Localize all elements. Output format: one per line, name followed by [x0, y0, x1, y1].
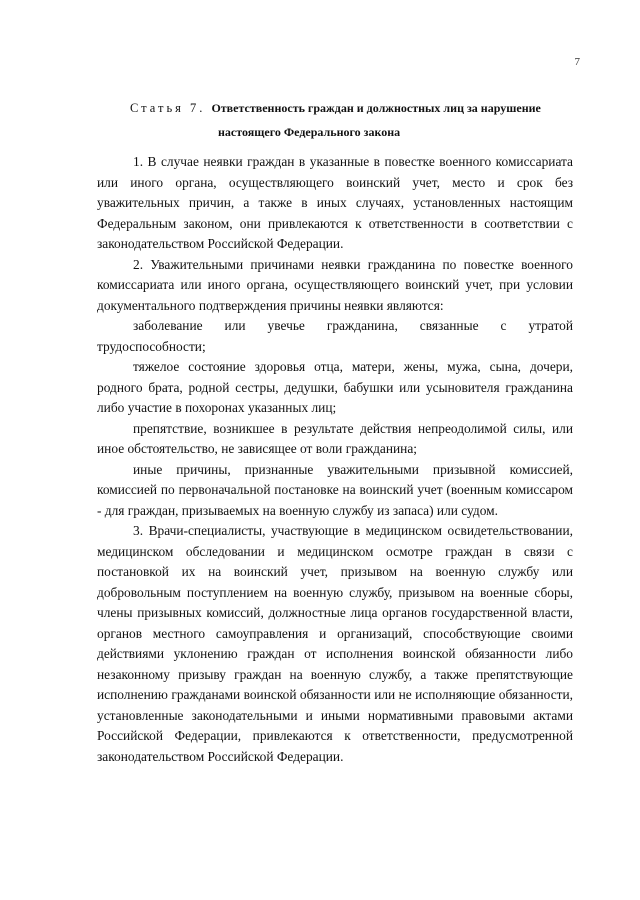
reason-family-health: тяжелое состояние здоровья отца, матери, жены, мужа, сына, дочери, родного брата, родной сестры, дедушки, бабушки или усыновителя гражданина либо участие в похоронах указанных лиц;: [97, 359, 573, 415]
reason-illness: заболевание или увечье гражданина, связанные с утратой трудоспособности;: [97, 318, 573, 354]
page-number: 7: [574, 56, 580, 68]
article-label: Статья 7.: [130, 101, 206, 115]
article-title-line2: настоящего Федерального закона: [218, 125, 401, 139]
paragraph-1: 1. В случае неявки граждан в указанные в повестке военного комиссариата или иного органа, осуществляющего воинский учет, место и срок без уважительных причин, а также в иных случаях, установленных настоящим Федеральным законом, они привлекаются к ответственности в соответствии с законодательством Российской Федерации.: [97, 154, 573, 251]
reason-force-majeure: препятствие, возникшее в результате действия непреодолимой силы, или иное обстоятельство, не зависящее от воли гражданина;: [97, 420, 573, 456]
reason-other: иные причины, признанные уважительными призывной комиссией, комиссией по первоначальной постановке на воинский учет (военным комиссаром - для граждан, призываемых на военную службу из запаса) или судом.: [97, 461, 573, 518]
article-heading-line1: [130, 98, 570, 118]
paragraph-3: 3. Врачи-специалисты, участвующие в медицинском освидетельствовании, медицинском обследовании и медицинском осмотре граждан в связи с постановкой их на воинский учет, призывом на военную службу или добровольным поступлением на военную службу, призывом на военные сборы, члены призывных комиссий, должностные лица органов государственной власти, органов местного самоуправления и организаций, способствующие своими действиями уклонению граждан от исполнения воинской обязанности либо незаконному призыву граждан на военную службу, а также препятствующие исполнению гражданами воинской обязанности или не исполняющие обязанности, установленные законодательными и иными нормативными правовыми актами Российской Федерации, привлекаются к ответственности, предусмотренной законодательством Российской Федерации.: [97, 523, 573, 764]
paragraph-2: 2. Уважительными причинами неявки гражданина по повестке военного комиссариата или иного органа, осуществляющего воинский учет, при условии документального подтверждения причины неявки являются:: [97, 256, 573, 313]
article-body: [97, 152, 573, 767]
article-heading: [130, 98, 570, 142]
article-title-line1: Ответственность граждан и должностных лиц за нарушение: [211, 101, 541, 115]
